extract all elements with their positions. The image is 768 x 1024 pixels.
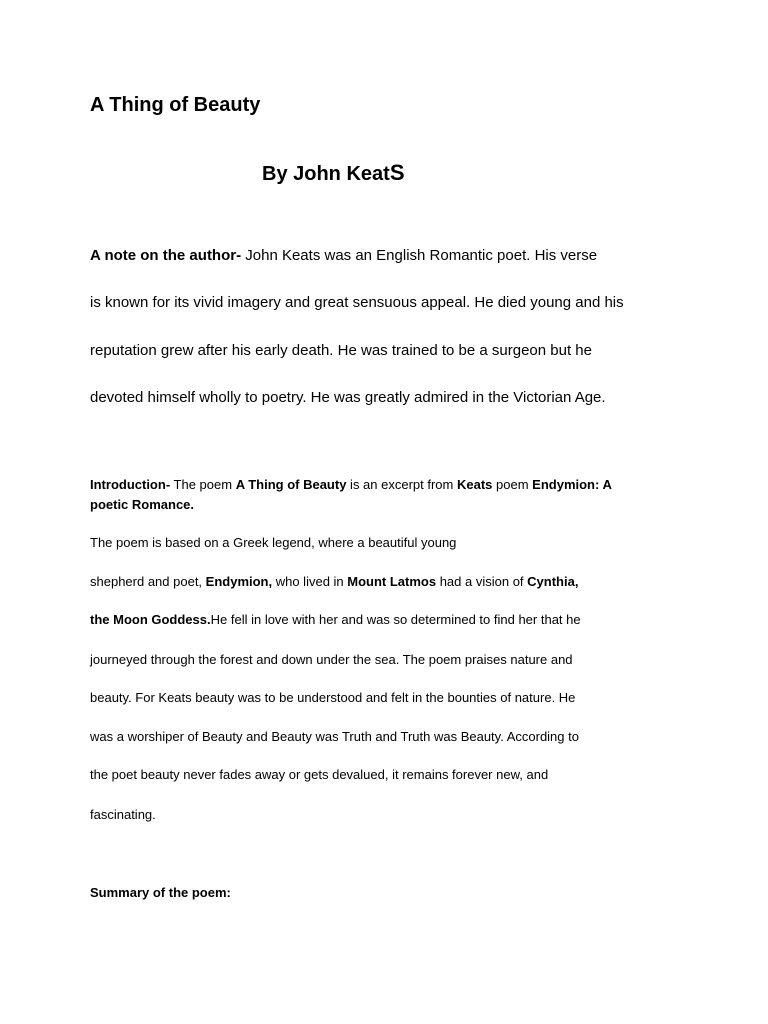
author-note-text: John Keats was an English Romantic poet. His verse	[241, 247, 598, 264]
intro-line-10: fascinating.	[90, 807, 156, 822]
author-ref: Keats	[456, 477, 493, 492]
intro-text: had a vision of	[436, 574, 528, 589]
intro-text: He fell in love with her and was so determined to find her that he	[210, 612, 581, 627]
intro-line-7: beauty. For Keats beauty was to be understood and felt in the bounties of nature. He	[90, 690, 576, 705]
poem-title-ref: A Thing of Beauty	[235, 477, 347, 492]
author-note-line-1	[90, 247, 597, 265]
endymion-ref: Endymion,	[205, 574, 273, 589]
source-poem-ref-cont: poetic Romance.	[90, 497, 195, 512]
intro-text: poem	[492, 477, 533, 492]
summary-heading: Summary of the poem:	[90, 885, 231, 900]
byline-text: By John Keat	[262, 163, 390, 185]
intro-line-4	[90, 574, 578, 590]
author-note-line-4: devoted himself wholly to poetry. He was greatly admired in the Victorian Age.	[90, 389, 606, 406]
intro-line-9: the poet beauty never fades away or gets devalued, it remains forever new, and	[90, 767, 549, 782]
source-poem-ref: Endymion: A	[532, 477, 612, 492]
author-note-line-2: is known for its vivid imagery and great sensuous appeal. He died young and his	[90, 294, 624, 311]
intro-line-1	[90, 477, 612, 493]
intro-text: The poem	[170, 477, 236, 492]
author-note-line-3: reputation grew after his early death. He was trained to be a surgeon but he	[90, 342, 592, 359]
author-note-heading: A note on the author-	[90, 247, 242, 264]
intro-line-6: journeyed through the forest and down under the sea. The poem praises nature and	[90, 652, 573, 667]
intro-line-8: was a worshiper of Beauty and Beauty was Truth and Truth was Beauty. According to	[90, 729, 579, 744]
byline-last-letter: S	[389, 160, 405, 185]
cynthia-ref: Cynthia,	[527, 574, 579, 589]
intro-line-3: The poem is based on a Greek legend, where a beautiful young	[90, 535, 457, 550]
mount-latmos-ref: Mount Latmos	[347, 574, 437, 589]
moon-goddess-ref: the Moon Goddess.	[90, 612, 211, 627]
intro-line-2	[90, 497, 194, 513]
document-title: A Thing of Beauty	[90, 94, 261, 116]
intro-text: who lived in	[272, 574, 348, 589]
intro-line-5	[90, 612, 581, 628]
author-byline	[262, 160, 405, 186]
intro-text: is an excerpt from	[346, 477, 457, 492]
intro-heading: Introduction-	[90, 477, 171, 492]
intro-text: shepherd and poet,	[90, 574, 206, 589]
